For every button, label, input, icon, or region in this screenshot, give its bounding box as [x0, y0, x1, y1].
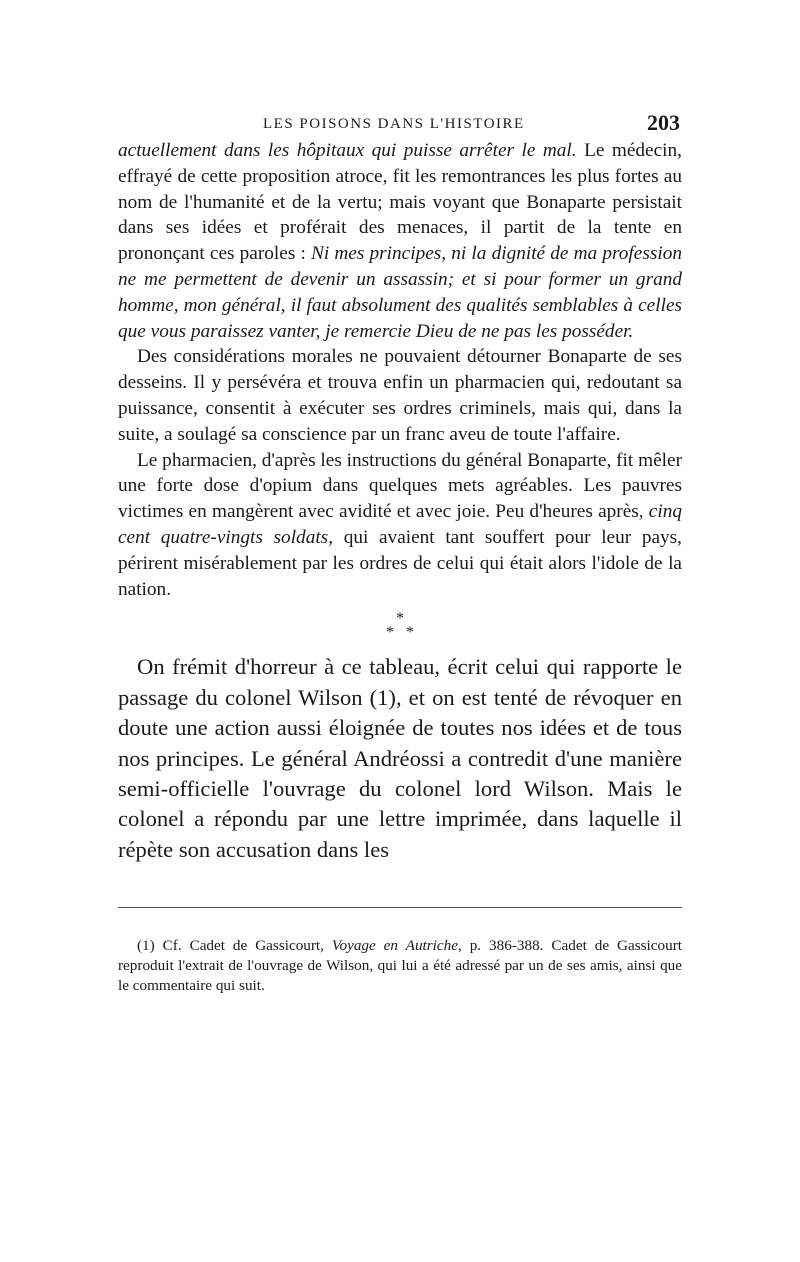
- running-head: [118, 108, 682, 138]
- page-number: 203: [647, 110, 680, 135]
- paragraph-3-after: , qui avaient tant souffert pour leur pays, périrent misérablement par les ordres de celui qui était alors l'idole de la nation.: [118, 526, 682, 600]
- footnote-marker: (1) Cf. Cadet de Gassicourt,: [137, 937, 332, 955]
- paragraph-2: Des considérations morales ne pouvaient détourner Bonaparte de ses desseins. Il y persévéra et trouva enfin un pharmacien qui, redoutant sa puissance, consentit à exécuter ses ordres criminels, mais qui, dans la suite, a soulagé sa conscience par un franc aveu de toute l'affaire.: [118, 346, 682, 445]
- paragraph-4: On frémit d'horreur à ce tableau, écrit celui qui rapporte le passage du colonel Wilson (1), et on est tenté de révoquer en doute une action aussi éloignée de toutes nos idées et de tous nos principes. Le général Andréossi a contredit d'une manière semi-officielle l'ouvrage du colonel lord Wilson. Mais le colonel a répondu par une lettre imprimée, dans laquelle il répète son accusation dans les: [118, 654, 682, 862]
- section-two: [118, 652, 682, 865]
- asterism-bottom: * *: [386, 624, 414, 642]
- paragraph-3: [118, 448, 682, 603]
- paragraph-3-italic: cinq cent quatre-vingts soldats: [118, 501, 682, 548]
- footnote: [118, 936, 682, 996]
- asterism: [118, 612, 682, 640]
- paragraph-1-text: Le médecin, effrayé de cette proposition atroce, fit les remontrances les plus fortes au nom de l'humanité et de la vertu; mais voyant que Bonaparte persistait dans ses idées et proférait des menaces, il partit de la tente en prononçant ces paroles :: [118, 140, 682, 265]
- footnote-title: Voyage en Autriche: [331, 937, 458, 955]
- paragraph-1-quote: Ni mes principes, ni la dignité de ma profession ne me permettent de devenir un assassin; et si pour former un grand homme, mon général, il faut absolument des qualités semblables à celles que vous paraissez vanter, je remercie Dieu de ne pas les posséder.: [118, 243, 682, 342]
- footnote-rule: [118, 907, 682, 908]
- book-page: [118, 108, 682, 996]
- paragraph-1: [118, 138, 682, 344]
- paragraph-3-before: Le pharmacien, d'après les instructions du général Bonaparte, fit mêler une forte dose d'opium dans quelques mets agréables. Les pauvres victimes en mangèrent avec avidité et avec joie. Peu d'heures après,: [118, 449, 682, 523]
- paragraph-1-italic-start: actuellement dans les hôpitaux qui puisse arrêter le mal.: [118, 140, 577, 161]
- running-title: LES POISONS DANS L'HISTOIRE: [263, 116, 525, 132]
- section-one: [118, 138, 682, 602]
- footnote-rest: , p. 386-388. Cadet de Gassicourt reproduit l'extrait de l'ouvrage de Wilson, qui lui a été adressé par un de ses amis, ainsi que le commentaire qui suit.: [118, 937, 682, 995]
- asterism-top: *: [396, 610, 404, 628]
